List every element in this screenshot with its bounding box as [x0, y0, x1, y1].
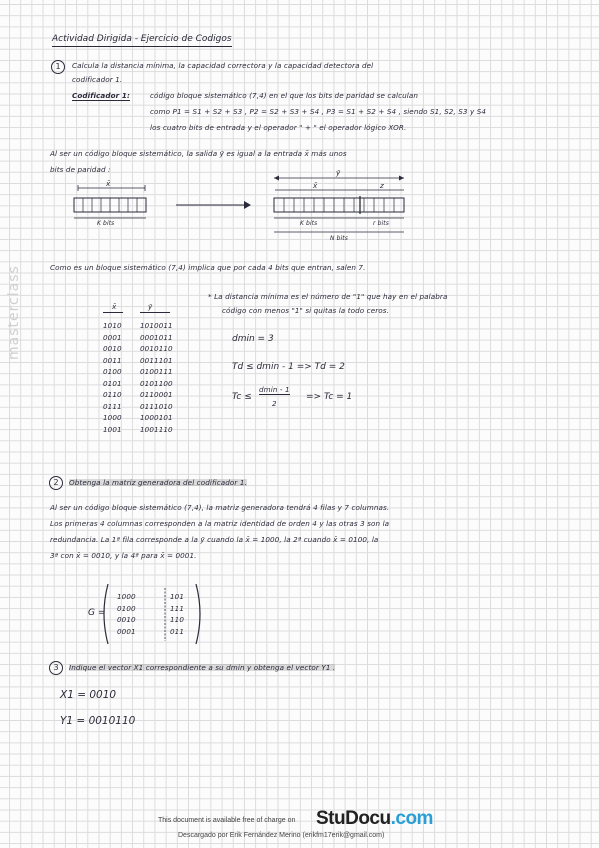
diag-right-y: ȳ	[336, 168, 341, 177]
tc-denominator: 2	[272, 399, 277, 408]
tc-result: => Tc = 1	[306, 392, 353, 402]
table-column-y	[140, 320, 173, 435]
question-number: 2	[49, 476, 63, 490]
section2-line-2: Los primeras 4 columnas corresponden a la matriz identidad de orden 4 y las otras 3 son la	[50, 519, 390, 528]
table-cell-x: 0111	[103, 401, 122, 411]
question-1-text-cont: codificador 1.	[72, 75, 123, 84]
table-cell-x: 0011	[103, 355, 122, 365]
page-title: Actividad Dirigida - Ejercicio de Codigos	[52, 35, 232, 47]
section2-line-1: Al ser un código bloque sistemático (7,4), la matriz generadora tendrá 4 filas y 7 columnas.	[50, 503, 390, 512]
diag-right-z: z	[380, 181, 384, 190]
td-formula: Td ≤ dmin - 1 => Td = 2	[232, 362, 345, 372]
y1-vector: Y1 = 0010110	[60, 715, 136, 727]
question-1-text: Calcula la distancia mínima, la capacidad correctora y la capacidad detectora del	[72, 61, 374, 70]
table-cell-x: 0001	[103, 332, 122, 342]
matrix-row-redundancy: 110	[170, 615, 185, 624]
codif-line-3: los cuatro bits de entrada y el operador " + " el operador lógico XOR.	[150, 123, 407, 132]
table-cell-y: 1010011	[140, 321, 173, 330]
table-column-x	[103, 320, 122, 435]
matrix-row-identity: 0001	[117, 626, 136, 636]
question-3-text: Indique el vector X1 correspondiente a su dmin y obtenga el vector Y1 .	[69, 663, 336, 672]
matrix-row-redundancy: 011	[170, 626, 185, 636]
table-rule-y	[140, 312, 170, 313]
tc-lhs: Tc ≤	[232, 392, 252, 402]
table-cell-y: 0001011	[140, 332, 173, 342]
diag-right-r: r bits	[373, 220, 389, 227]
table-cell-x: 0100	[103, 367, 122, 376]
table-cell-x: 0101	[103, 378, 122, 388]
matrix-identity	[117, 590, 136, 636]
table-cell-y: 0100111	[140, 367, 173, 376]
studocu-logo[interactable]	[316, 808, 433, 830]
watermark-brand: masterclass	[6, 265, 22, 360]
table-cell-y: 1000101	[140, 413, 173, 422]
diag-left-k: K bits	[97, 220, 115, 227]
note-line-1: * La distancia mínima es el número de "1" que hay en el palabra	[208, 292, 448, 301]
explanation-line-2: bits de paridad :	[50, 165, 111, 174]
matrix-redundancy	[170, 590, 184, 636]
table-header-y: ȳ	[148, 302, 153, 311]
table-cell-y: 0110001	[140, 390, 173, 399]
table-cell-x: 1010	[103, 321, 122, 330]
diag-left-x: x̄	[106, 179, 111, 188]
matrix-label: G =	[88, 608, 106, 618]
table-cell-y: 0101100	[140, 378, 173, 388]
diag-right-n: N bits	[330, 235, 348, 242]
note-line-2: código con menos "1" si quitas la todo ceros.	[222, 306, 390, 315]
table-cell-y: 0010110	[140, 344, 173, 353]
table-cell-x: 1000	[103, 413, 122, 422]
question-2-text: Obtenga la matriz generadora del codificador 1.	[69, 478, 247, 487]
brand-name: StuDocu	[316, 808, 391, 829]
diag-right-x: x̄	[313, 181, 318, 190]
codif-line-2: como P1 = S1 + S2 + S3 , P2 = S2 + S3 + S4 , P3 = S1 + S2 + S4 , siendo S1, S2, S3 y S4	[150, 107, 487, 116]
matrix-row-identity: 0100	[117, 603, 136, 613]
diag-right-k: K bits	[300, 220, 318, 227]
block-explanation: Como es un bloque sistemático (7,4) implica que por cada 4 bits que entran, salen 7.	[50, 263, 366, 272]
table-header-x: x̄	[112, 302, 117, 311]
table-cell-x: 0110	[103, 390, 122, 399]
table-cell-y: 0111010	[140, 401, 173, 411]
x1-vector: X1 = 0010	[60, 689, 117, 701]
footer-downloaded: Descargado por Erik Fernández Merino (erikfm17erik@gmail.com)	[178, 832, 385, 839]
table-cell-x: 1001	[103, 424, 122, 434]
explanation-line-1: Al ser un código bloque sistemático, la salida ȳ es igual a la entrada x̄ más unos	[50, 149, 347, 158]
footer-availability: This document is available free of charge on	[158, 817, 296, 824]
table-rule-x	[103, 312, 123, 313]
matrix-row-redundancy: 101	[170, 592, 185, 601]
question-number: 1	[51, 60, 65, 74]
table-cell-y: 1001110	[140, 424, 173, 434]
table-cell-x: 0010	[103, 344, 122, 353]
matrix-row-identity: 1000	[117, 592, 136, 601]
matrix-row-identity: 0010	[117, 615, 136, 624]
section2-line-3: redundancia. La 1ª fila corresponde a la ȳ cuando la x̄ = 1000, la 2ª cuando x̄ = 0100, la	[50, 535, 379, 544]
codif-line-1: código bloque sistemático (7,4) en el que los bits de paridad se calculan	[150, 91, 419, 100]
table-cell-y: 0011101	[140, 355, 173, 365]
tc-numerator: dmin - 1	[259, 385, 290, 394]
matrix-row-redundancy: 111	[170, 603, 185, 613]
brand-domain: .com	[390, 808, 433, 829]
codif-label: Codificador 1:	[72, 91, 130, 100]
dmin-value: dmin = 3	[232, 334, 274, 344]
question-number: 3	[49, 661, 63, 675]
section2-line-4: 3ª con x̄ = 0010, y la 4ª para x̄ = 0001.	[50, 551, 197, 560]
